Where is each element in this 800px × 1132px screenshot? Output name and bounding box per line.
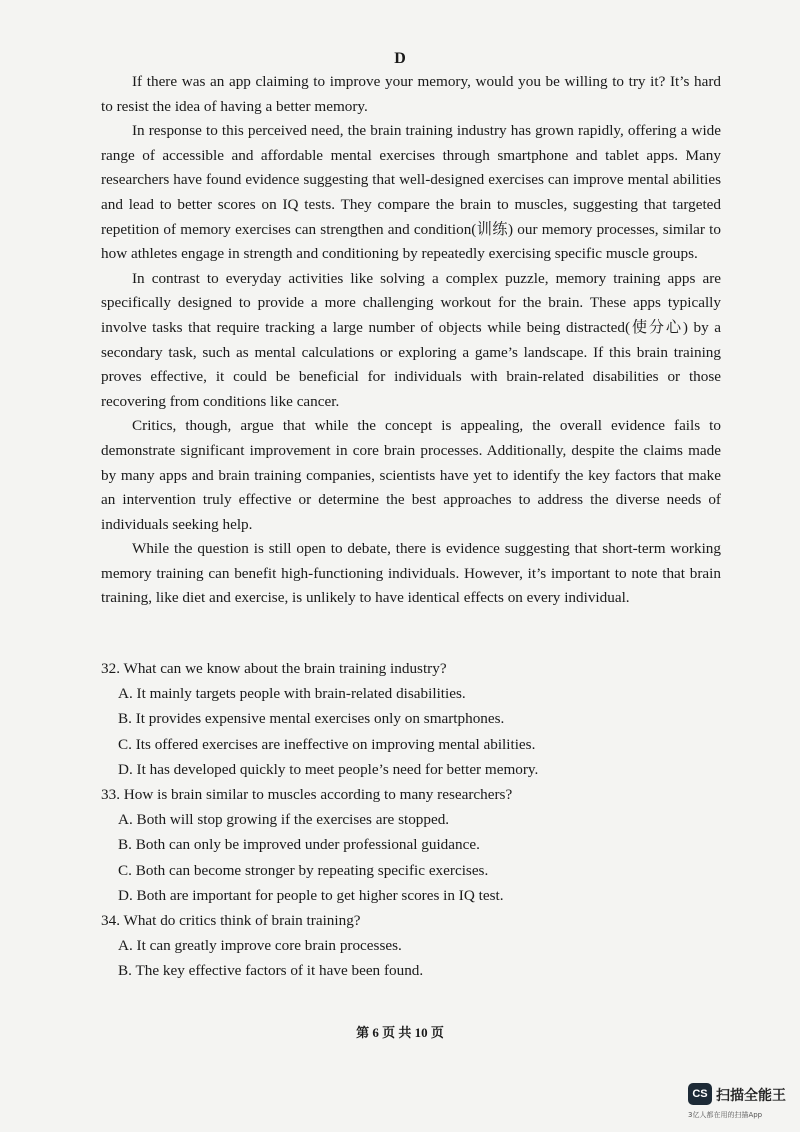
camscanner-watermark xyxy=(688,1083,798,1123)
section-letter: D xyxy=(394,50,406,67)
passage-paragraph-3: In contrast to everyday activities like solving a complex puzzle, memory training apps are specifically designed to provide a more challenging workout for the brain. These apps typically involve tasks that require tracking a large number of objects while being distracted(使分心) by a secondary task, such as mental calculations or exploring a game’s landscape. If this brain training proves effective, it could be beneficial for individuals with brain-related disabilities or those recovering from conditions like cancer. xyxy=(101,269,721,410)
passage-paragraph-4: Critics, though, argue that while the concept is appealing, the overall evidence fails to demonstrate significant improvement in core brain processes. Additionally, despite the claims made by many apps and brain training companies, scientists have yet to identify the key factors that make an intervention truly effective or determine the best approaches to address the diverse needs of individuals seeking help. xyxy=(101,417,721,533)
option-b: B. Both can only be improved under professional guidance. xyxy=(118,836,480,854)
question-33 xyxy=(101,782,741,908)
question-stem: 34. What do critics think of brain training? xyxy=(101,912,361,930)
watermark-tagline: 3亿人都在用的扫描App xyxy=(688,1111,763,1119)
passage-paragraph-2: In response to this perceived need, the brain training industry has grown rapidly, offering a wide range of accessible and affordable mental exercises through smartphone and tablet apps. Many researchers have found evidence suggesting that well-designed exercises can improve mental abilities and lead to better scores on IQ tests. They compare the brain to muscles, suggesting that targeted repetition of memory exercises can strengthen and condition(训练) our memory processes, similar to how athletes engage in strength and conditioning by repeatedly exercising specific muscle groups. xyxy=(101,122,721,263)
question-stem: 32. What can we know about the brain training industry? xyxy=(101,660,447,677)
passage-paragraph-5: While the question is still open to debate, there is evidence suggesting that short-term working memory training can benefit high-functioning individuals. However, it’s important to note that brain training, like diet and exercise, is unlikely to have identical effects on every individual. xyxy=(101,540,721,607)
question-stem: 33. How is brain similar to muscles according to many researchers? xyxy=(101,786,513,804)
watermark-app-name: 扫描全能王 xyxy=(716,1088,786,1104)
passage-paragraph-1: If there was an app claiming to improve your memory, would you be willing to try it? It’s hard to resist the idea of having a better memory. xyxy=(101,73,721,115)
option-c: C. Both can become stronger by repeating specific exercises. xyxy=(118,861,489,879)
option-a: A. It can greatly improve core brain processes. xyxy=(118,937,402,955)
option-d: D. It has developed quickly to meet people’s need for better memory. xyxy=(118,760,539,778)
option-d: D. Both are important for people to get higher scores in IQ test. xyxy=(118,886,504,904)
option-a: A. Both will stop growing if the exercises are stopped. xyxy=(118,811,450,829)
option-b: B. The key effective factors of it have been found. xyxy=(118,962,424,980)
option-a: A. It mainly targets people with brain-related disabilities. xyxy=(118,685,466,703)
question-34 xyxy=(101,908,741,984)
reading-passage xyxy=(101,70,721,611)
camscanner-logo-icon: CS xyxy=(688,1083,712,1105)
option-b: B. It provides expensive mental exercises only on smartphones. xyxy=(118,710,505,728)
question-32 xyxy=(101,656,741,782)
option-c: C. Its offered exercises are ineffective on improving mental abilities. xyxy=(118,735,536,753)
question-list xyxy=(101,656,741,984)
page-number-footer: 第 6 页 共 10 页 xyxy=(356,1025,444,1040)
